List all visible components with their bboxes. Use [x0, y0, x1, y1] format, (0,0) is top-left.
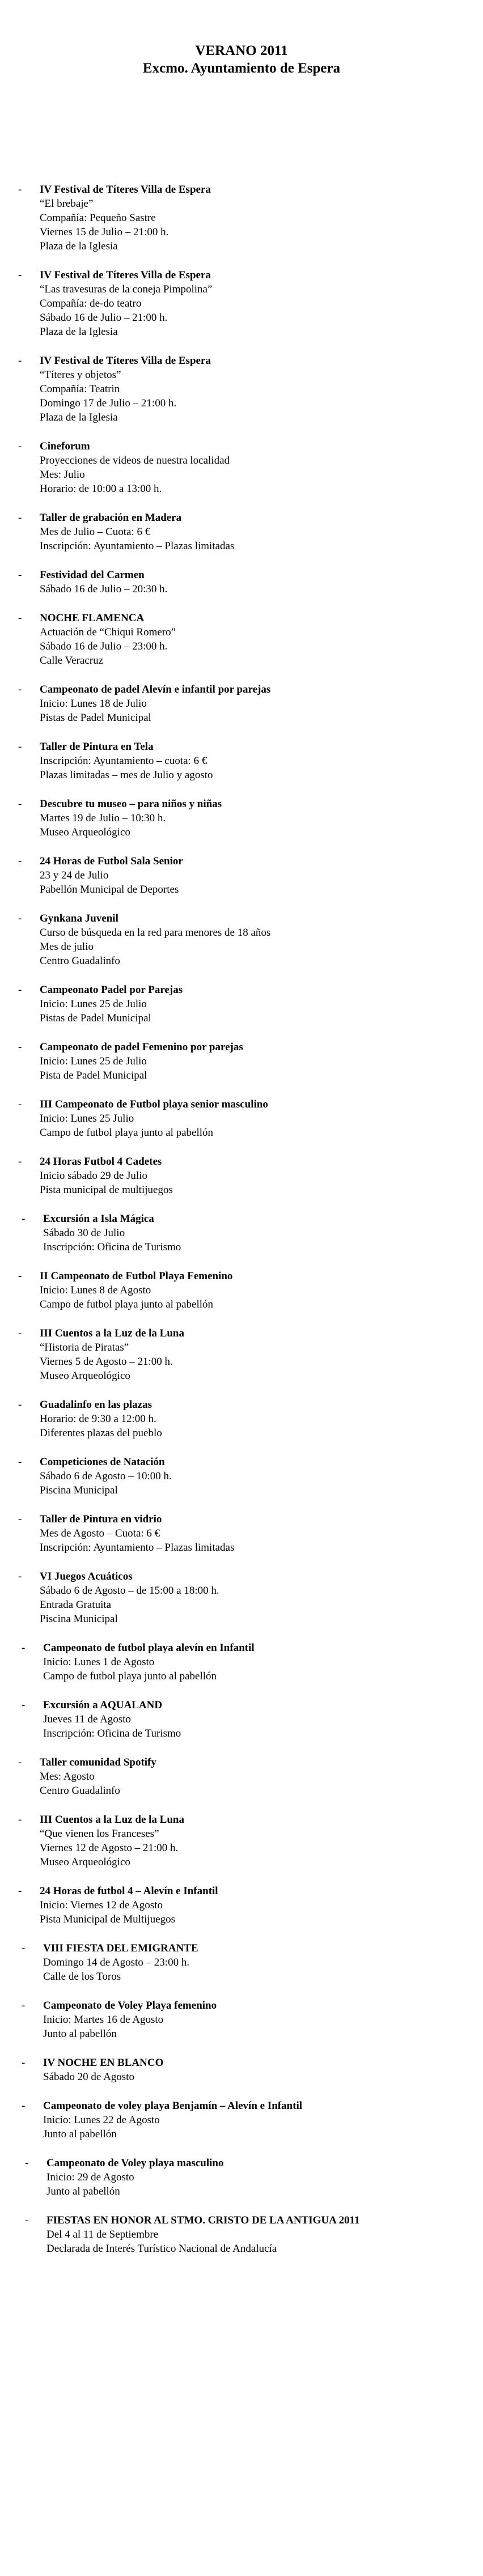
- event-item: [18, 682, 437, 725]
- event-detail-line: Martes 19 de Julio – 10:30 h.: [40, 812, 166, 824]
- event-detail-line: Campo de futbol playa junto al pabellón: [40, 1298, 214, 1310]
- event-bullet: -: [18, 1756, 22, 1768]
- event-bullet: -: [18, 1399, 22, 1411]
- event-item: [18, 1155, 437, 1197]
- event-detail-line: Mes de Agosto – Cuota: 6 €: [40, 1527, 160, 1539]
- event-detail-line: Inicio: Lunes 8 de Agosto: [40, 1284, 151, 1296]
- event-title: NOCHE FLAMENCA: [40, 612, 145, 624]
- event-detail-line: Curso de búsqueda en la red para menores de 18 años: [40, 927, 271, 939]
- event-item: [18, 1455, 437, 1497]
- event-detail-line: Mes de Julio – Cuota: 6 €: [40, 526, 151, 538]
- event-bullet: -: [18, 984, 22, 996]
- event-detail-line: Inicio: Martes 16 de Agosto: [43, 2014, 164, 2026]
- event-detail-line: Del 4 al 11 de Septiembre: [46, 2229, 159, 2240]
- event-title: II Campeonato de Futbol Playa Femenino: [40, 1270, 233, 1282]
- event-detail-line: Mes: Agosto: [40, 1771, 95, 1783]
- event-detail-line: Entrada Gratuita: [40, 1599, 112, 1611]
- event-detail-line: “Historia de Piratas”: [40, 1342, 129, 1353]
- event-list: [0, 183, 483, 2271]
- event-bullet: -: [18, 798, 22, 810]
- event-item: [22, 1998, 440, 2041]
- event-title: Excursión a AQUALAND: [43, 1699, 163, 1711]
- event-item: [18, 1813, 437, 1869]
- event-bullet: -: [18, 440, 22, 452]
- event-detail-line: Inicio: Lunes 1 de Agosto: [43, 1656, 155, 1668]
- event-item: [18, 740, 437, 782]
- event-detail-line: Pista Municipal de Multijuegos: [40, 1913, 176, 1925]
- event-title: Taller de Pintura en vidrio: [40, 1513, 162, 1525]
- event-detail-line: Piscina Municipal: [40, 1613, 118, 1625]
- event-bullet: -: [18, 1327, 22, 1339]
- event-title: Competiciones de Natación: [40, 1456, 165, 1468]
- event-title: Excursión a Isla Mágica: [43, 1213, 154, 1225]
- event-title: Taller de grabación en Madera: [40, 512, 182, 524]
- event-title: Campeonato de padel Femenino por parejas: [40, 1041, 243, 1053]
- event-detail-line: Sábado 30 de Julio: [43, 1227, 125, 1239]
- event-detail-line: Mes: Julio: [40, 469, 85, 481]
- event-detail-line: Mes de julio: [40, 941, 94, 953]
- event-bullet: -: [25, 2214, 29, 2226]
- event-detail-line: Museo Arqueológico: [40, 1370, 130, 1382]
- event-detail-line: Viernes 15 de Julio – 21:00 h.: [40, 226, 169, 238]
- event-detail-line: Compañía: de-do teatro: [40, 298, 142, 309]
- event-detail-line: Domingo 14 de Agosto – 23:00 h.: [43, 1957, 190, 1968]
- event-title: VIII FIESTA DEL EMIGRANTE: [43, 1942, 198, 1954]
- event-bullet: -: [18, 1456, 22, 1468]
- event-bullet: -: [18, 913, 22, 924]
- event-detail-line: Campo de futbol playa junto al pabellón: [43, 1670, 217, 1682]
- event-bullet: -: [18, 1041, 22, 1053]
- event-detail-line: Viernes 5 de Agosto – 21:00 h.: [40, 1356, 173, 1368]
- event-title: 24 Horas Futbol 4 Cadetes: [40, 1156, 162, 1168]
- event-item: [22, 1941, 440, 1984]
- event-item: [18, 439, 437, 496]
- event-detail-line: Plaza de la Iglesia: [40, 411, 118, 423]
- event-detail-line: Horario: de 10:00 a 13:00 h.: [40, 483, 162, 495]
- event-bullet: -: [18, 684, 22, 695]
- event-title: Campeonato de voley playa Benjamín – Alevín e Infantil: [43, 2100, 303, 2112]
- event-detail-line: Inicio: Lunes 18 de Julio: [40, 698, 147, 710]
- event-detail-line: Sábado 16 de Julio – 21:00 h.: [40, 312, 168, 324]
- event-detail-line: Plaza de la Iglesia: [40, 326, 118, 338]
- header: [0, 42, 483, 77]
- event-detail-line: Centro Guadalinfo: [40, 1785, 120, 1797]
- event-detail-line: Sábado 6 de Agosto – de 15:00 a 18:00 h.: [40, 1585, 219, 1597]
- event-bullet: -: [22, 2100, 26, 2112]
- event-detail-line: Junto al pabellón: [43, 2128, 117, 2140]
- event-title: Festividad del Carmen: [40, 569, 145, 581]
- event-title: Taller de Pintura en Tela: [40, 741, 154, 753]
- event-detail-line: Inicio: Viernes 12 de Agosto: [40, 1899, 163, 1911]
- event-bullet: -: [18, 355, 22, 367]
- event-item: [22, 1212, 440, 1254]
- event-detail-line: “Que vienen los Franceses”: [40, 1828, 159, 1840]
- event-detail-line: Pista de Padel Municipal: [40, 1070, 147, 1081]
- event-title: IV Festival de Títeres Villa de Espera: [40, 355, 211, 367]
- event-detail-line: “Las travesuras de la coneja Pimpolina”: [40, 283, 213, 295]
- event-title: Campeonato de Voley Playa femenino: [43, 2000, 217, 2011]
- event-item: [22, 2056, 440, 2084]
- event-item: [18, 183, 437, 253]
- event-detail-line: Inscripción: Ayuntamiento – cuota: 6 €: [40, 755, 207, 767]
- event-bullet: -: [18, 1513, 22, 1525]
- event-detail-line: Calle de los Toros: [43, 1971, 121, 1983]
- event-bullet: -: [18, 512, 22, 524]
- event-item: [22, 2099, 440, 2141]
- event-item: [25, 2156, 443, 2199]
- event-detail-line: Sábado 16 de Julio – 23:00 h.: [40, 640, 168, 652]
- event-detail-line: Junto al pabellón: [43, 2028, 117, 2040]
- event-item: [18, 983, 437, 1025]
- event-item: [18, 1755, 437, 1798]
- event-bullet: -: [18, 1814, 22, 1826]
- event-item: [18, 1040, 437, 1083]
- event-title: Campeonato Padel por Parejas: [40, 984, 183, 996]
- event-item: [18, 568, 437, 596]
- event-detail-line: Inscripción: Ayuntamiento – Plazas limitadas: [40, 540, 235, 552]
- event-title: Descubre tu museo – para niños y niñas: [40, 798, 222, 810]
- event-bullet: -: [18, 741, 22, 753]
- event-bullet: -: [22, 1642, 26, 1654]
- event-item: [18, 1326, 437, 1383]
- event-detail-line: Sábado 20 de Agosto: [43, 2071, 134, 2083]
- event-detail-line: Inicio: Lunes 25 de Julio: [40, 1055, 147, 1067]
- event-item: [18, 511, 437, 553]
- event-detail-line: Junto al pabellón: [46, 2185, 120, 2197]
- event-title: 24 Horas de Futbol Sala Senior: [40, 855, 183, 867]
- event-bullet: -: [25, 2157, 29, 2169]
- event-item: [25, 2213, 443, 2256]
- event-item: [22, 1698, 440, 1741]
- event-detail-line: Campo de futbol playa junto al pabellón: [40, 1127, 214, 1139]
- event-item: [18, 1097, 437, 1140]
- event-detail-line: Proyecciones de videos de nuestra localidad: [40, 455, 230, 466]
- event-bullet: -: [22, 1213, 26, 1225]
- event-title: Guadalinfo en las plazas: [40, 1399, 152, 1411]
- event-bullet: -: [18, 269, 22, 281]
- event-item: [18, 1398, 437, 1440]
- event-detail-line: Inscripción: Oficina de Turismo: [43, 1241, 181, 1253]
- page-subtitle: Excmo. Ayuntamiento de Espera: [142, 61, 341, 76]
- event-item: [18, 611, 437, 668]
- event-detail-line: Domingo 17 de Julio – 21:00 h.: [40, 397, 177, 409]
- event-detail-line: Pabellón Municipal de Deportes: [40, 884, 179, 896]
- event-title: VI Juegos Acuáticos: [40, 1571, 133, 1582]
- event-detail-line: Actuación de “Chiqui Romero”: [40, 626, 176, 638]
- event-title: III Campeonato de Futbol playa senior masculino: [40, 1098, 268, 1110]
- event-detail-line: Horario: de 9:30 a 12:00 h.: [40, 1413, 156, 1425]
- event-item: [18, 268, 437, 339]
- event-title: IV Festival de Títeres Villa de Espera: [40, 269, 211, 281]
- event-title: III Cuentos a la Luz de la Luna: [40, 1327, 184, 1339]
- event-detail-line: “Títeres y objetos”: [40, 369, 121, 381]
- event-detail-line: Inicio: Lunes 25 Julio: [40, 1113, 134, 1124]
- event-detail-line: Sábado 16 de Julio – 20:30 h.: [40, 583, 168, 595]
- event-detail-line: Museo Arqueológico: [40, 1856, 130, 1868]
- event-item: [18, 354, 437, 425]
- event-detail-line: Compañía: Teatrin: [40, 383, 120, 395]
- event-detail-line: Inicio: Lunes 25 de Julio: [40, 998, 147, 1010]
- event-detail-line: Pista municipal de multijuegos: [40, 1184, 173, 1196]
- event-detail-line: Plaza de la Iglesia: [40, 240, 118, 252]
- event-detail-line: Pistas de Padel Municipal: [40, 1012, 151, 1024]
- event-bullet: -: [18, 1098, 22, 1110]
- event-item: [18, 854, 437, 897]
- event-detail-line: Centro Guadalinfo: [40, 955, 120, 967]
- event-item: [18, 911, 437, 968]
- event-detail-line: Museo Arqueológico: [40, 826, 130, 838]
- event-item: [18, 1884, 437, 1926]
- event-title: IV Festival de Títeres Villa de Espera: [40, 184, 211, 196]
- event-title: Cineforum: [40, 440, 90, 452]
- event-item: [22, 1641, 440, 1683]
- event-item: [18, 1569, 437, 1626]
- event-detail-line: Viernes 12 de Agosto – 21:00 h.: [40, 1842, 179, 1854]
- event-bullet: -: [22, 1942, 26, 1954]
- event-detail-line: Piscina Municipal: [40, 1484, 118, 1496]
- event-bullet: -: [18, 569, 22, 581]
- event-title: FIESTAS EN HONOR AL STMO. CRISTO DE LA ANTIGUA 2011: [46, 2214, 360, 2226]
- event-detail-line: Inicio: Lunes 22 de Agosto: [43, 2114, 160, 2126]
- event-item: [18, 1512, 437, 1555]
- event-bullet: -: [22, 2000, 26, 2011]
- event-detail-line: Inscripción: Oficina de Turismo: [43, 1728, 181, 1739]
- event-title: Campeonato de padel Alevín e infantil por parejas: [40, 684, 271, 695]
- event-detail-line: Jueves 11 de Agosto: [43, 1713, 131, 1725]
- page-title: VERANO 2011: [195, 43, 288, 58]
- event-title: Taller comunidad Spotify: [40, 1756, 156, 1768]
- event-title: IV NOCHE EN BLANCO: [43, 2057, 164, 2069]
- event-bullet: -: [18, 612, 22, 624]
- event-title: Gynkana Juvenil: [40, 913, 118, 924]
- event-title: III Cuentos a la Luz de la Luna: [40, 1814, 184, 1826]
- event-item: [18, 1269, 437, 1312]
- event-bullet: -: [18, 1270, 22, 1282]
- event-detail-line: Diferentes plazas del pueblo: [40, 1427, 162, 1439]
- event-bullet: -: [22, 1699, 26, 1711]
- event-title: Campeonato de Voley playa masculino: [46, 2157, 224, 2169]
- event-detail-line: Sábado 6 de Agosto – 10:00 h.: [40, 1470, 172, 1482]
- event-title: 24 Horas de futbol 4 – Alevín e Infantil: [40, 1885, 218, 1897]
- event-bullet: -: [22, 2057, 26, 2069]
- event-detail-line: Plazas limitadas – mes de Julio y agosto: [40, 769, 213, 781]
- event-detail-line: Inicio: 29 de Agosto: [46, 2171, 134, 2183]
- event-detail-line: Declarada de Interés Turístico Nacional de Andalucía: [46, 2243, 277, 2255]
- event-item: [18, 797, 437, 839]
- event-detail-line: Inscripción: Ayuntamiento – Plazas limitadas: [40, 1542, 235, 1554]
- event-bullet: -: [18, 855, 22, 867]
- event-bullet: -: [18, 1156, 22, 1168]
- event-detail-line: 23 y 24 de Julio: [40, 869, 109, 881]
- event-bullet: -: [18, 184, 22, 196]
- event-detail-line: Pistas de Padel Municipal: [40, 712, 151, 724]
- event-bullet: -: [18, 1571, 22, 1582]
- event-title: Campeonato de futbol playa alevín en Infantil: [43, 1642, 255, 1654]
- event-detail-line: Calle Veracruz: [40, 655, 104, 667]
- event-detail-line: Compañía: Pequeño Sastre: [40, 212, 156, 224]
- event-detail-line: Inicio sábado 29 de Julio: [40, 1170, 147, 1182]
- event-detail-line: “El brebaje”: [40, 198, 94, 210]
- event-bullet: -: [18, 1885, 22, 1897]
